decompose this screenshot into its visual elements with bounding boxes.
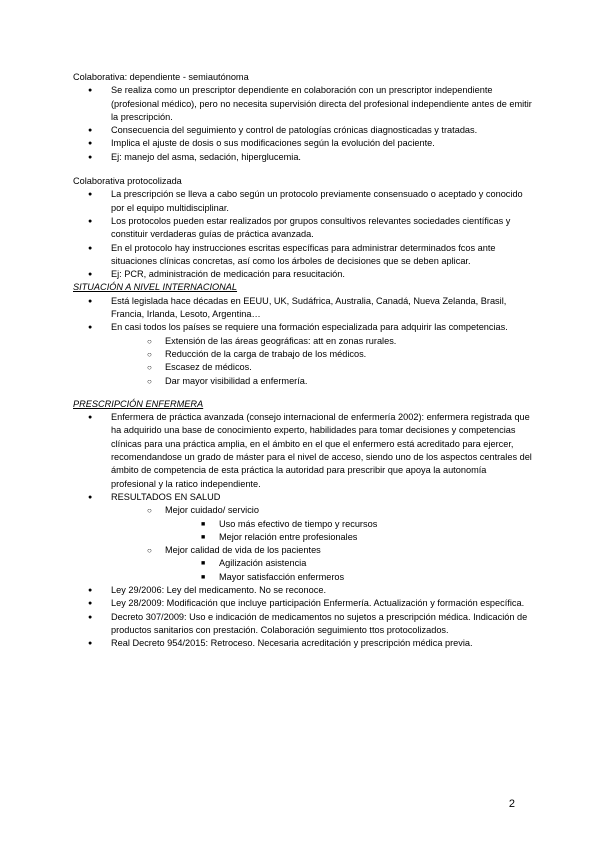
- list-item: ● Implica el ajuste de dosis o sus modificaciones según la evolución del paciente.: [73, 137, 533, 150]
- section-heading-situacion-internacional: SITUACIÓN A NIVEL INTERNACIONAL: [73, 282, 238, 293]
- bullet-list-colaborativa-dependiente: [73, 84, 533, 164]
- list-item: ● Se realiza como un prescriptor dependiente en colaboración con un prescriptor independiente (profesional médico), pero no necesita supervisión directa del profesional independiente antes de emitir la prescripción.: [73, 84, 533, 124]
- sub-sub-bullet-list: [165, 557, 533, 584]
- sub-sub-list-item: ■ Mejor relación entre profesionales: [201, 531, 533, 544]
- list-item: ● Ley 28/2009: Modificación que incluye participación Enfermería. Actualización y formación específica.: [73, 597, 533, 610]
- page-number: 2: [508, 798, 515, 810]
- list-item: ● Real Decreto 954/2015: Retroceso. Necesaria acreditación y prescripción médica previa.: [73, 637, 533, 650]
- sub-list-item: ○ Extensión de las áreas geográficas: att en zonas rurales.: [147, 335, 533, 348]
- list-item: ● Está legislada hace décadas en EEUU, UK, Sudáfrica, Australia, Canadá, Nueva Zelanda, Brasil, Francia, Irlanda, Lesoto, Argentina…: [73, 295, 533, 322]
- section-heading-prescripcion-enfermera: PRESCRIPCIÓN ENFERMERA: [73, 398, 204, 409]
- page-content: [73, 71, 533, 650]
- section-heading-colaborativa-dependiente: Colaborativa: dependiente - semiautónoma: [73, 72, 249, 82]
- list-item: ● Los protocolos pueden estar realizados por grupos consultivos relevantes sociedades científicas y constituir verdaderas guías de práctica avanzada.: [73, 215, 533, 242]
- list-item: ● Ej: PCR, administración de medicación para resucitación.: [73, 268, 533, 281]
- sub-sub-list-item: ■ Mayor satisfacción enfermeros: [201, 571, 533, 584]
- list-item: ● La prescripción se lleva a cabo según un protocolo previamente consensuado o aceptado y conocido por el equipo multidisciplinar.: [73, 188, 533, 215]
- sub-list-item: [147, 544, 533, 584]
- sub-sub-list-item: ■ Agilización asistencia: [201, 557, 533, 570]
- sub-bullet-list-motivos: [111, 335, 533, 388]
- bullet-list-prescripcion-enfermera: [73, 411, 533, 650]
- list-item: ● Ley 29/2006: Ley del medicamento. No se reconoce.: [73, 584, 533, 597]
- list-item: [73, 321, 533, 387]
- sub-list-item: ○ Reducción de la carga de trabajo de los médicos.: [147, 348, 533, 361]
- list-item: [73, 491, 533, 584]
- sub-bullet-list-resultados: [111, 504, 533, 584]
- sub-list-item-text: Mejor calidad de vida de los pacientes: [165, 545, 321, 556]
- list-item: ● Ej: manejo del asma, sedación, hiperglucemia.: [73, 151, 533, 164]
- sub-sub-list-item: ■ Uso más efectivo de tiempo y recursos: [201, 518, 533, 531]
- sub-sub-bullet-list: [165, 518, 533, 545]
- list-item: ● En el protocolo hay instrucciones escritas específicas para administrar determinados fcos ante situaciones clínicas concretas, así como los árboles de decisiones que se deben aplicar.: [73, 242, 533, 269]
- list-item: ● Consecuencia del seguimiento y control de patologías crónicas diagnosticadas y tratadas.: [73, 124, 533, 137]
- sub-list-item: ○ Dar mayor visibilidad a enfermería.: [147, 375, 533, 388]
- list-item-text: En casi todos los países se requiere una formación especializada para adquirir las competencias.: [111, 322, 508, 333]
- sub-list-item-text: Mejor cuidado/ servicio: [165, 505, 259, 516]
- list-item: ● Enfermera de práctica avanzada (consejo internacional de enfermería 2002): enfermera registrada que ha adquirido una base de conocimiento experto, habilidades para tomar decisiones y competencias clínicas para una práctica amplia, en el ámbito en el que el enfermero está acreditado para ejercer, recomendandose un grado de máster para el nivel de acceso, siendo uno de los aspectos centrales del ámbito de competencia de esta práctica la autoridad para prescribir que apoya la autonomía profesional y la ratico independiente.: [73, 411, 533, 491]
- bullet-list-colaborativa-protocolizada: [73, 188, 533, 281]
- sub-list-item: ○ Escasez de médicos.: [147, 361, 533, 374]
- list-item: ● Decreto 307/2009: Uso e indicación de medicamentos no sujetos a prescripción médica. Indicación de productos sanitarios con prestación. Colaboración seguimiento ttos protocolizados.: [73, 611, 533, 638]
- section-heading-colaborativa-protocolizada: Colaborativa protocolizada: [73, 176, 182, 187]
- sub-list-item: [147, 504, 533, 544]
- list-item-text: RESULTADOS EN SALUD: [111, 491, 221, 502]
- bullet-list-situacion-internacional: [73, 295, 533, 388]
